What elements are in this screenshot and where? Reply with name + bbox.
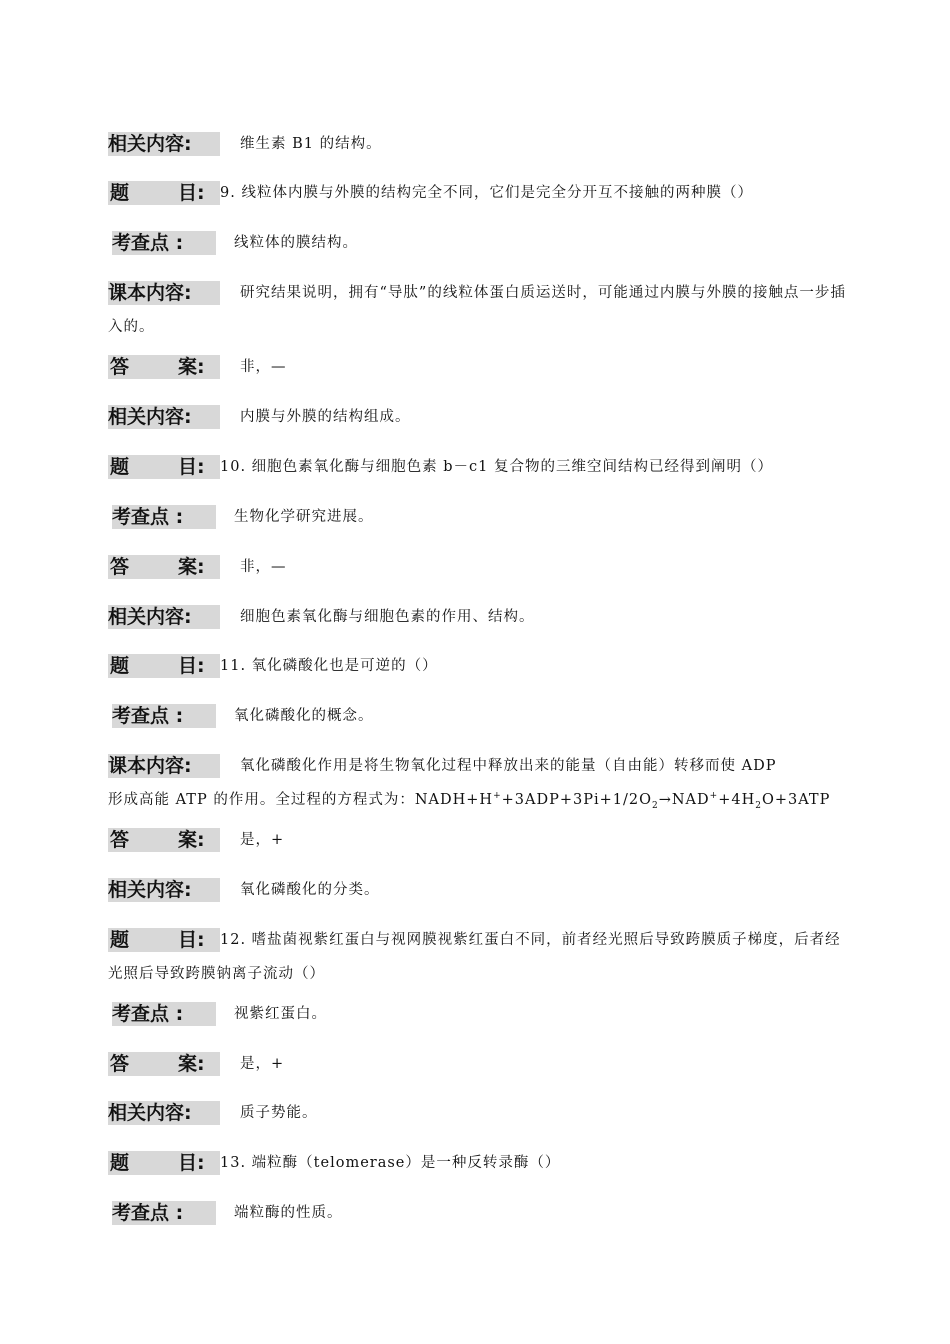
- question-text: 13. 端粒酶（telomerase）是一种反转录酶（）: [220, 1155, 561, 1171]
- label-exam-point: 考查点 :: [112, 505, 216, 529]
- label-question-char-1: 题: [110, 182, 130, 204]
- related-content-text: 细胞色素氧化酶与细胞色素的作用、结构。: [240, 609, 535, 625]
- label-answer: [108, 1052, 220, 1076]
- label-answer-char-2: 案:: [178, 356, 205, 378]
- label-question-char-1: 题: [110, 929, 130, 951]
- equation-superscript: +: [493, 791, 502, 802]
- exam-point-text: 生物化学研究进展。: [234, 509, 374, 525]
- equation-part: +4H: [718, 792, 756, 808]
- label-question: [108, 1151, 220, 1175]
- label-exam-point: 考查点 :: [112, 704, 216, 728]
- label-question-char-1: 题: [110, 655, 130, 677]
- label-question-char-2: 目:: [178, 182, 205, 204]
- answer-text: 非，—: [240, 559, 287, 575]
- textbook-content-text-lead: 形成高能 ATP 的作用。全过程的方程式为：: [108, 792, 415, 808]
- exam-point-text: 线粒体的膜结构。: [234, 235, 358, 251]
- label-question-char-2: 目:: [178, 929, 205, 951]
- question-text: 10. 细胞色素氧化酶与细胞色素 b－c1 复合物的三维空间结构已经得到阐明（）: [220, 459, 774, 475]
- related-content-text: 氧化磷酸化的分类。: [240, 882, 380, 898]
- label-answer-char-1: 答: [110, 1053, 130, 1075]
- label-question-char-2: 目:: [178, 456, 205, 478]
- label-answer: [108, 828, 220, 852]
- equation-part: NADH+H: [414, 792, 494, 808]
- equation-superscript: +: [709, 791, 719, 802]
- label-answer: [108, 355, 220, 379]
- label-answer: [108, 555, 220, 579]
- equation: [414, 791, 831, 811]
- label-question-char-2: 目:: [178, 1152, 205, 1174]
- exam-point-text: 氧化磷酸化的概念。: [234, 708, 374, 724]
- label-answer-char-2: 案:: [178, 829, 205, 851]
- equation-subscript: 2: [651, 800, 659, 811]
- label-exam-point: 考查点 :: [112, 1002, 216, 1026]
- label-answer-char-2: 案:: [178, 556, 205, 578]
- label-related-content: 相关内容:: [108, 605, 220, 629]
- label-related-content: 相关内容:: [108, 132, 220, 156]
- label-answer-char-1: 答: [110, 829, 130, 851]
- label-related-content: 相关内容:: [108, 405, 220, 429]
- label-question: [108, 654, 220, 678]
- textbook-content-text: 氧化磷酸化作用是将生物氧化过程中释放出来的能量（自由能）转移而使 ADP: [240, 758, 777, 774]
- label-textbook-content: 课本内容:: [108, 281, 220, 305]
- label-question-char-1: 题: [110, 1152, 130, 1174]
- label-related-content: 相关内容:: [108, 878, 220, 902]
- question-text: 11. 氧化磷酸化也是可逆的（）: [220, 658, 438, 674]
- label-textbook-content: 课本内容:: [108, 754, 220, 778]
- answer-text: 是，+: [240, 1056, 285, 1072]
- label-exam-point: 考查点 :: [112, 1201, 216, 1225]
- exam-point-text: 端粒酶的性质。: [234, 1205, 343, 1221]
- label-exam-point: 考查点 :: [112, 231, 216, 255]
- equation-part: +3ADP+3Pi+1/2O: [501, 792, 652, 808]
- textbook-content-text: 研究结果说明，拥有“导肽”的线粒体蛋白质运送时，可能通过内膜与外膜的接触点一步插入的。: [108, 285, 846, 335]
- related-content-text: 维生素 B1 的结构。: [240, 136, 382, 152]
- label-answer-char-2: 案:: [178, 1053, 205, 1075]
- question-text: 9. 线粒体内膜与外膜的结构完全不同，它们是完全分开互不接触的两种膜（）: [220, 185, 753, 201]
- label-answer-char-1: 答: [110, 356, 130, 378]
- textbook-content-text-line2: [108, 783, 830, 817]
- label-question: [108, 181, 220, 205]
- exam-point-text: 视紫红蛋白。: [234, 1006, 327, 1022]
- label-question-char-2: 目:: [178, 655, 205, 677]
- label-answer-char-1: 答: [110, 556, 130, 578]
- label-question-char-1: 题: [110, 456, 130, 478]
- answer-text: 是，+: [240, 832, 285, 848]
- equation-part: O+3ATP: [761, 792, 831, 808]
- label-question: [108, 455, 220, 479]
- equation-subscript: 2: [755, 800, 762, 811]
- related-content-text: 内膜与外膜的结构组成。: [240, 409, 411, 425]
- related-content-text: 质子势能。: [240, 1105, 318, 1121]
- equation-part: →NAD: [658, 792, 710, 808]
- label-related-content: 相关内容:: [108, 1101, 220, 1125]
- answer-text: 非，—: [240, 359, 287, 375]
- question-text: 12. 嗜盐菌视紫红蛋白与视网膜视紫红蛋白不同，前者经光照后导致跨膜质子梯度，后者经光照后导致跨膜钠离子流动（）: [108, 932, 841, 982]
